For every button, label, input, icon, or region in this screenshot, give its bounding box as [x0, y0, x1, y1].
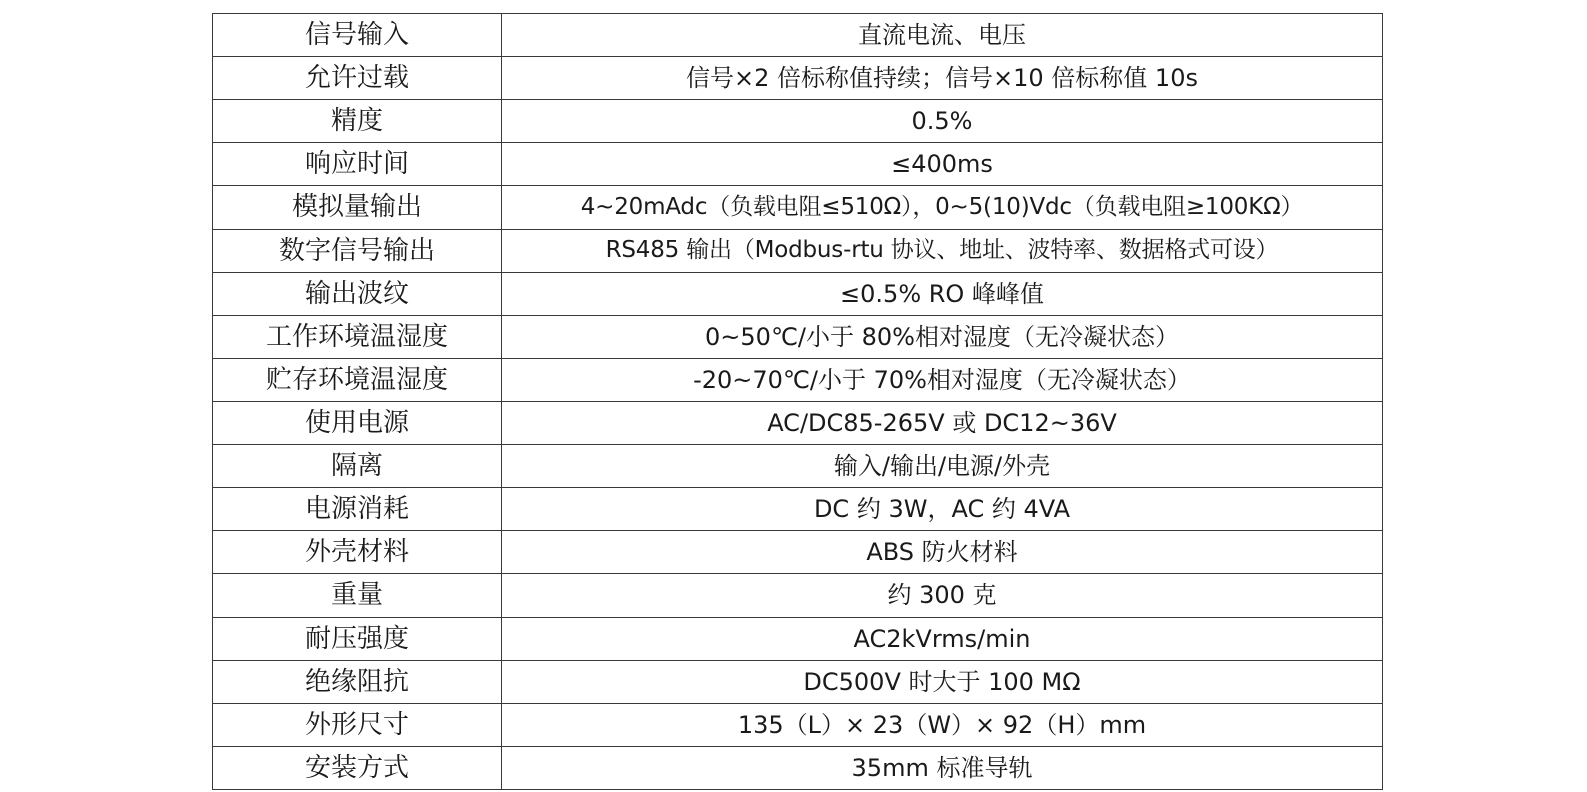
row-value: -20~70℃/小于 70%相对湿度（无冷凝状态） — [502, 358, 1383, 401]
row-label: 重量 — [213, 574, 502, 617]
table-row — [213, 703, 1383, 746]
row-value: ≤0.5% RO 峰峰值 — [502, 272, 1383, 315]
table-row — [213, 272, 1383, 315]
table-row — [213, 574, 1383, 617]
row-value: 135（L）× 23（W）× 92（H）mm — [502, 703, 1383, 746]
row-value: 4~20mAdc（负载电阻≤510Ω），0~5(10)Vdc（负载电阻≥100KΩ） — [502, 186, 1383, 229]
table-row — [213, 488, 1383, 531]
row-value: 0~50℃/小于 80%相对湿度（无冷凝状态） — [502, 315, 1383, 358]
table-row — [213, 229, 1383, 272]
row-value: DC 约 3W，AC 约 4VA — [502, 488, 1383, 531]
row-label: 电源消耗 — [213, 488, 502, 531]
row-value: 0.5% — [502, 100, 1383, 143]
table-row — [213, 401, 1383, 444]
row-value: AC2kVrms/min — [502, 617, 1383, 660]
row-value: 输入/输出/电源/外壳 — [502, 445, 1383, 488]
table-row — [213, 57, 1383, 100]
row-value: AC/DC85-265V 或 DC12~36V — [502, 401, 1383, 444]
table-row — [213, 746, 1383, 789]
table-row — [213, 14, 1383, 57]
row-label: 精度 — [213, 100, 502, 143]
table-row — [213, 358, 1383, 401]
row-label: 外壳材料 — [213, 531, 502, 574]
table-row — [213, 100, 1383, 143]
row-value: 约 300 克 — [502, 574, 1383, 617]
table-row — [213, 315, 1383, 358]
table-row — [213, 531, 1383, 574]
row-value: ABS 防火材料 — [502, 531, 1383, 574]
row-label: 响应时间 — [213, 143, 502, 186]
row-label: 贮存环境温湿度 — [213, 358, 502, 401]
table-row — [213, 143, 1383, 186]
row-label: 数字信号输出 — [213, 229, 502, 272]
table-row — [213, 186, 1383, 229]
row-value: 信号×2 倍标称值持续；信号×10 倍标称值 10s — [502, 57, 1383, 100]
row-value: DC500V 时大于 100 MΩ — [502, 660, 1383, 703]
row-label: 使用电源 — [213, 401, 502, 444]
table-row — [213, 660, 1383, 703]
row-label: 外形尺寸 — [213, 703, 502, 746]
spec-table — [212, 13, 1383, 790]
row-label: 耐压强度 — [213, 617, 502, 660]
row-value: ≤400ms — [502, 143, 1383, 186]
row-label: 模拟量输出 — [213, 186, 502, 229]
row-label: 隔离 — [213, 445, 502, 488]
row-label: 工作环境温湿度 — [213, 315, 502, 358]
row-label: 输出波纹 — [213, 272, 502, 315]
row-value: RS485 输出（Modbus-rtu 协议、地址、波特率、数据格式可设） — [502, 229, 1383, 272]
row-label: 绝缘阻抗 — [213, 660, 502, 703]
table-row — [213, 617, 1383, 660]
row-label: 安装方式 — [213, 746, 502, 789]
row-value: 35mm 标准导轨 — [502, 746, 1383, 789]
row-label: 信号输入 — [213, 14, 502, 57]
row-value: 直流电流、电压 — [502, 14, 1383, 57]
table-row — [213, 445, 1383, 488]
row-label: 允许过载 — [213, 57, 502, 100]
